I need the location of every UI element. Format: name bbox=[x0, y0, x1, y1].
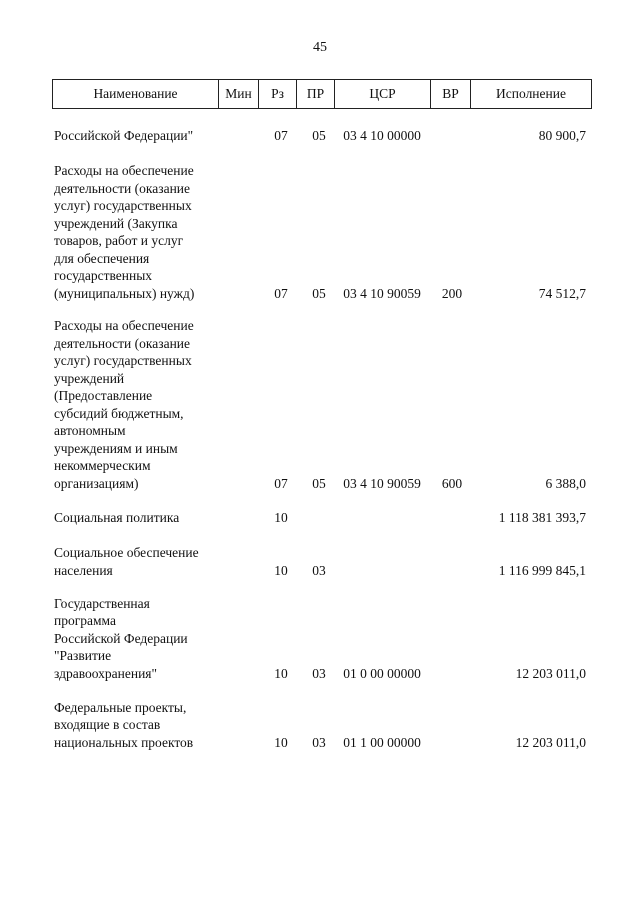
table-header bbox=[52, 79, 592, 109]
row-csr: 01 0 00 00000 bbox=[343, 665, 421, 681]
row-csr: 03 4 10 00000 bbox=[343, 127, 421, 143]
table-row bbox=[52, 317, 592, 492]
row-name: Социальная политика bbox=[54, 509, 180, 525]
row-execution: 6 388,0 bbox=[545, 475, 586, 491]
row-name: Государственная программа Российской Федерации "Развитие здравоохранения" bbox=[54, 595, 188, 681]
row-pr: 03 bbox=[312, 665, 326, 681]
row-pr: 05 bbox=[312, 285, 326, 301]
row-name: Российской Федерации" bbox=[54, 127, 194, 143]
row-vr: 600 bbox=[441, 475, 463, 491]
row-execution: 1 116 999 845,1 bbox=[498, 562, 586, 578]
row-execution: 12 203 011,0 bbox=[515, 734, 586, 750]
row-name: Социальное обеспечение населения bbox=[54, 545, 199, 578]
row-execution: 1 118 381 393,7 bbox=[498, 509, 586, 525]
table-row bbox=[52, 594, 592, 682]
header-csr: ЦСР bbox=[335, 80, 431, 108]
header-min: Мин bbox=[219, 80, 259, 108]
header-vr: ВР bbox=[431, 80, 471, 108]
page-number: 45 bbox=[313, 40, 327, 55]
table-row bbox=[52, 698, 592, 751]
row-csr: 01 1 00 00000 bbox=[343, 734, 421, 750]
header-name: Наименование bbox=[53, 80, 219, 108]
row-execution: 12 203 011,0 bbox=[515, 665, 586, 681]
row-pr: 03 bbox=[312, 562, 326, 578]
row-pr: 05 bbox=[312, 475, 326, 491]
row-rz: 10 bbox=[274, 509, 288, 525]
row-csr: 03 4 10 90059 bbox=[343, 285, 421, 301]
row-execution: 74 512,7 bbox=[538, 285, 586, 301]
row-execution: 80 900,7 bbox=[538, 127, 586, 143]
table-row bbox=[52, 508, 592, 526]
row-name: Расходы на обеспечение деятельности (оказание услуг) государственных учреждений (Закупка товаров, работ и услуг для обеспечения государственных (муниципальных) нужд) bbox=[54, 163, 195, 301]
row-rz: 07 bbox=[274, 475, 288, 491]
row-name: Федеральные проекты, входящие в состав национальных проектов bbox=[54, 699, 194, 750]
header-rz: Рз bbox=[259, 80, 297, 108]
row-rz: 10 bbox=[274, 665, 288, 681]
header-pr: ПР bbox=[297, 80, 335, 108]
row-vr: 200 bbox=[441, 285, 463, 301]
table-row bbox=[52, 120, 592, 144]
table-row bbox=[52, 543, 592, 579]
row-pr: 03 bbox=[312, 734, 326, 750]
row-rz: 07 bbox=[274, 127, 288, 143]
row-rz: 10 bbox=[274, 734, 288, 750]
header-execution: Исполнение bbox=[496, 86, 566, 101]
table-row bbox=[52, 162, 592, 302]
row-pr: 05 bbox=[312, 127, 326, 143]
row-name: Расходы на обеспечение деятельности (оказание услуг) государственных учреждений (Предоставление субсидий бюджетным, автономным учреждениям и иным некоммерческим организациям) bbox=[54, 318, 194, 491]
row-rz: 07 bbox=[274, 285, 288, 301]
row-rz: 10 bbox=[274, 562, 288, 578]
row-csr: 03 4 10 90059 bbox=[343, 475, 421, 491]
